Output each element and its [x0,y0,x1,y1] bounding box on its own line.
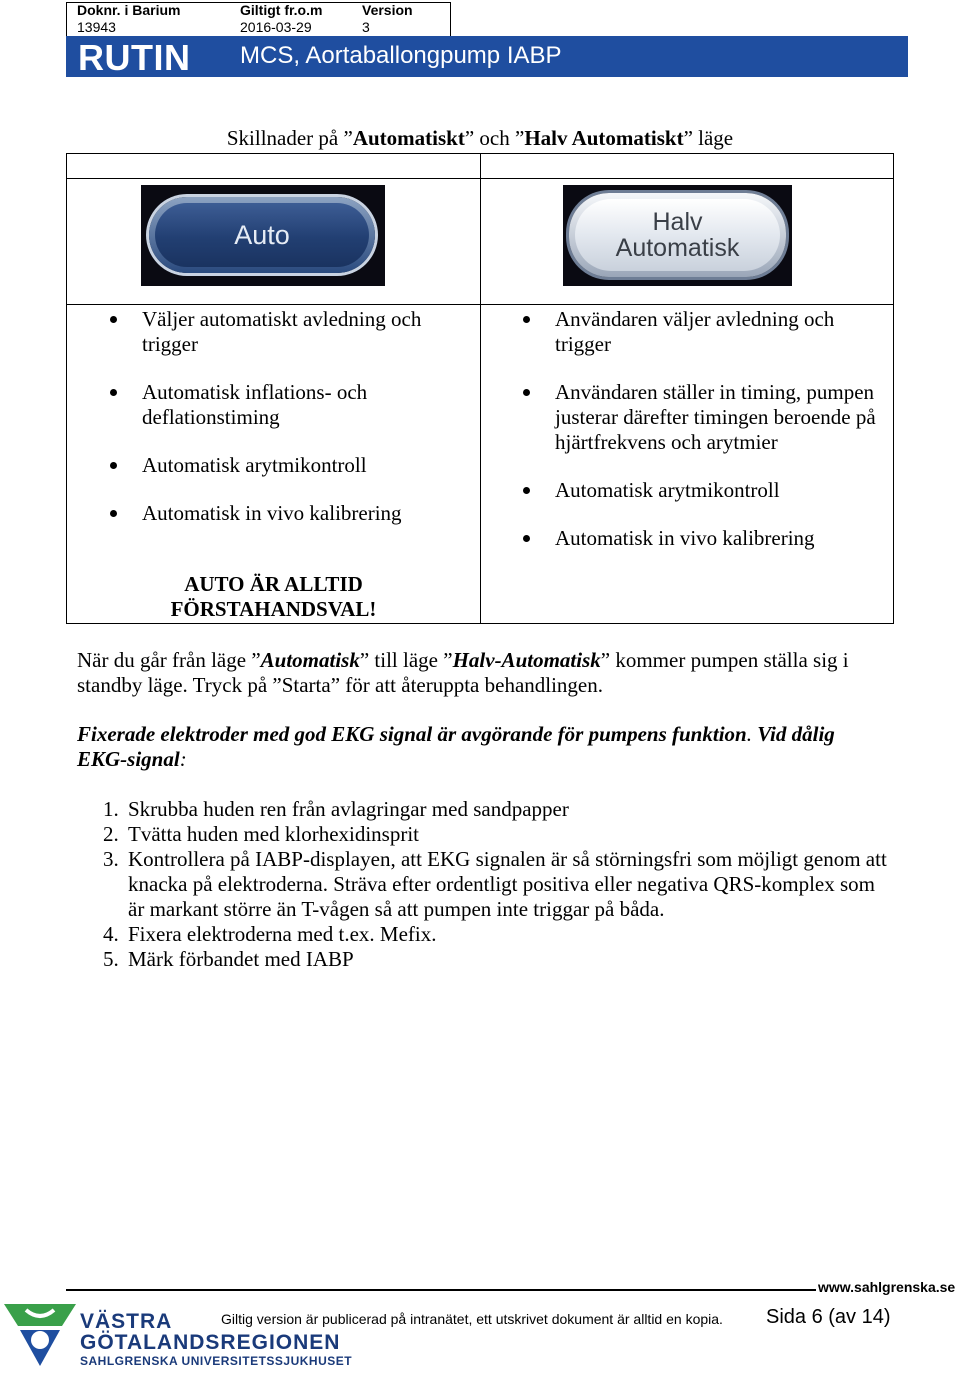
footer-website: www.sahlgrenska.se [818,1279,956,1295]
bullet-icon [110,389,117,396]
document-title: MCS, Aortaballongpump IABP [240,42,562,69]
list-item: Användaren väljer avledning och trigger [555,307,889,357]
halv-feature-list [555,307,889,574]
halv-button-label-line2: Automatisk [615,234,740,262]
bullet-icon [523,535,530,542]
vgr-logo-icon [4,1300,76,1368]
list-item: Automatisk arytmikontroll [555,478,889,503]
footer-validity-note: Giltig version är publicerad på intranätet, ett utskrivet dokument är alltid en kopia. [221,1311,723,1327]
logo-text-line3: SAHLGRENSKA UNIVERSITETSSJUKHUSET [80,1354,353,1368]
version-label: Version [362,2,413,18]
logo-text-line1: VÄSTRA [80,1310,173,1333]
ekg-steps-list [77,797,892,972]
list-item: Automatisk inflations- och deflationstiming [142,380,462,430]
list-item: Automatisk in vivo kalibrering [555,526,889,551]
list-item: Väljer automatiskt avledning och trigger [142,307,462,357]
page-number: Sida 6 (av 14) [766,1306,891,1328]
list-item: 2. Tvätta huden med klorhexidinsprit [103,822,420,846]
list-item: 1. Skrubba huden ren från avlagringar med sandpapper [103,797,569,821]
bullet-icon [110,510,117,517]
version-value: 3 [362,19,370,35]
auto-feature-list [142,307,462,549]
list-item: Automatisk in vivo kalibrering [142,501,462,526]
doc-number-label: Doknr. i Barium [77,2,181,18]
bullet-icon [523,316,530,323]
halv-automatisk-button-image [563,185,792,286]
valid-from-label: Giltigt fr.o.m [240,2,323,18]
table-header-divider [66,178,894,179]
bullet-icon [110,462,117,469]
doc-number-value: 13943 [77,19,116,35]
auto-button-label: Auto [234,219,290,250]
ekg-warning-paragraph: Fixerade elektroder med god EKG signal är avgörande för pumpens funktion. Vid dålig EKG-signal: [77,722,835,771]
list-item: 4. Fixera elektroderna med t.ex. Mefix. [103,922,437,946]
list-item: Användaren ställer in timing, pumpen justerar därefter timingen beroende på hjärtfrekvens och arytmier [555,380,889,455]
section-heading: Skillnader på ”Automatiskt” och ”Halv Automatiskt” läge [226,126,734,150]
bullet-icon [523,487,530,494]
auto-first-choice-note: AUTO ÄR ALLTID FÖRSTAHANDSVAL! [170,572,377,621]
list-item: Automatisk arytmikontroll [142,453,462,478]
document-type: RUTIN [78,37,191,78]
logo-text-line2: GÖTALANDSREGIONEN [80,1331,341,1354]
bullet-icon [110,316,117,323]
halv-button-label-line1: Halv [652,208,703,236]
auto-button-image [141,185,385,286]
mode-switch-paragraph: När du går från läge ”Automatisk” till läge ”Halv-Automatisk” kommer pumpen ställa sig i standby läge. Tryck på ”Starta” för att återuppta behandlingen. [77,648,849,697]
footer-divider [66,1289,816,1291]
list-item: 3. Kontrollera på IABP-displayen, att EKG signalen är så störningsfri som möjligt genom att knacka på elektroderna. Sträva efter ordentligt positiva eller negativa QRS-komplex som är markant större än T-vågen så att pumpen inte triggar på båda. [103,847,887,921]
list-item: 5. Märk förbandet med IABP [103,947,354,971]
valid-from-value: 2016-03-29 [240,19,312,35]
bullet-icon [523,389,530,396]
